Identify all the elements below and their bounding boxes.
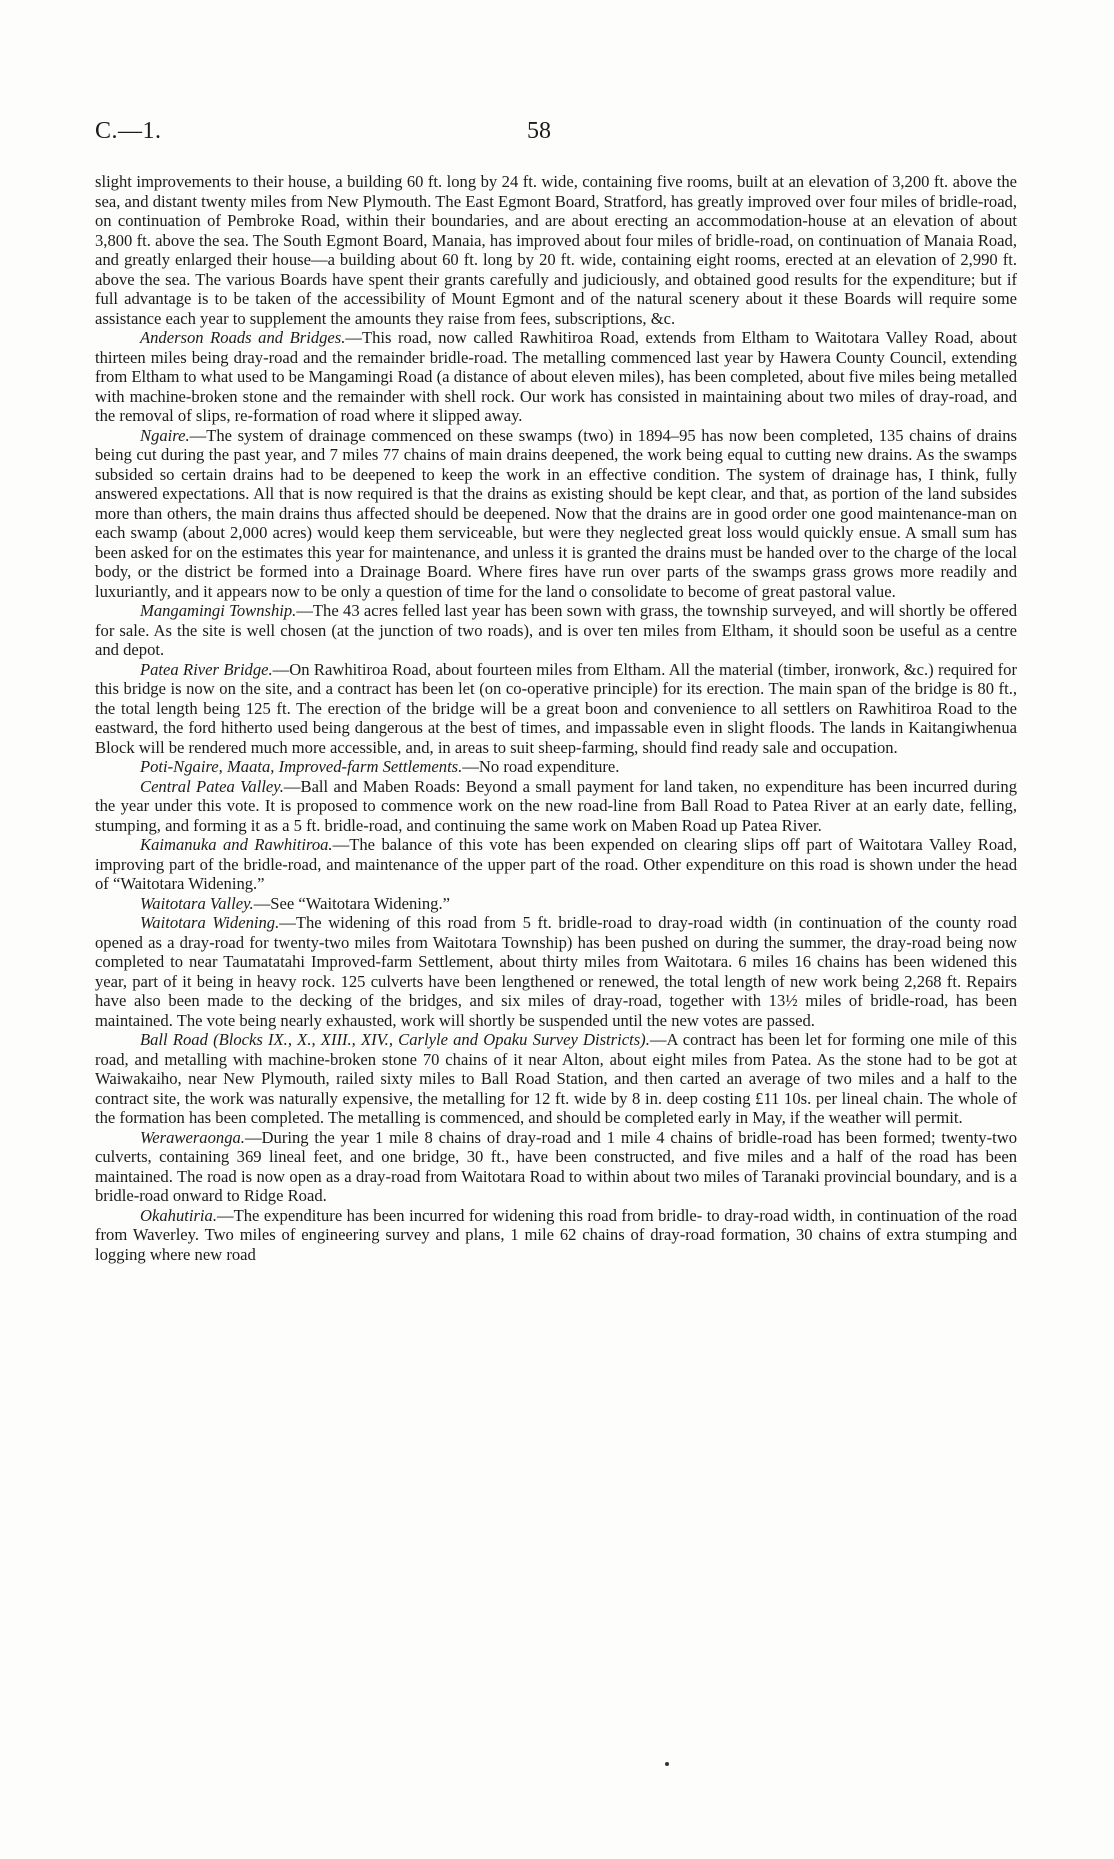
paragraph: Okahutiria.—The expenditure has been incurred for widening this road from bridle- to dray-road width, in continuation of the road from Waverley. Two miles of engineering survey and plans, 1 mile 62 chains of dray-road formation, 30 chains of extra stumping and logging where new road xyxy=(95,1205,1017,1264)
paragraph: slight improvements to their house, a building 60 ft. long by 24 ft. wide, containing five rooms, built at an elevation of 3,200 ft. above the sea, and distant twenty miles from New Plymouth. The East Egmont Board, Stratford, has greatly improved over four miles of bridle-road, on continuation of Pembroke Road, within their boundaries, and are about erecting an accommodation-house at an elevation of about 3,800 ft. above the sea. The South Egmont Board, Manaia, has improved about four miles of bridle-road, on continuation of Manaia Road, and greatly enlarged their house—a building about 60 ft. long by 20 ft. wide, containing eight rooms, erected at an elevation of 2,990 ft. above the sea. The various Boards have spent their grants carefully and judiciously, and obtained good results for the expenditure; but if full advantage is to be taken of the accessibility of Mount Egmont and of the natural scenery about it these Boards will require some assistance each year to supplement the amounts they raise from fees, subscriptions, &c. xyxy=(95,172,1017,328)
paragraph: Weraweraonga.—During the year 1 mile 8 chains of dray-road and 1 mile 4 chains of bridle-road has been formed; twenty-two culverts, containing 369 lineal feet, and one bridge, 30 ft., have been constructed, and five miles and a half of the road has been maintained. The road is now open as a dray-road from Waitotara Road to within about two miles of Taranaki provincial boundary, and is a bridle-road onward to Ridge Road. xyxy=(95,1127,1017,1205)
page-number: 58 xyxy=(527,118,551,144)
paragraph-heading: Okahutiria. xyxy=(140,1205,217,1225)
paragraph-heading: Ngaire. xyxy=(140,425,190,445)
paragraph-heading: Anderson Roads and Bridges. xyxy=(140,328,346,347)
paragraph: Mangamingi Township.—The 43 acres felled last year has been sown with grass, the township surveyed, and will shortly be offered for sale. As the site is well chosen (at the junction of two roads), and is over ten miles from Eltham, it should soon be useful as a centre and depot. xyxy=(95,601,1018,659)
paragraph: Waitotara Widening.—The widening of this road from 5 ft. bridle-road to dray-road width (in continuation of the county road opened as a dray-road for twenty-two miles from Waitotara Township) has been pushed on during the summer, the dray-road being now completed to near Taumatatahi Improved-farm Settlement, about thirty miles from Waitotara. 6 miles 16 chains has been widened this year, part of it being in heavy rock. 125 culverts have been lengthened or renewed, the total length of new work being 2,268 ft. Repairs have also been made to the decking of the bridges, and six miles of dray-road, together with 13½ miles of bridle-road, has been maintained. The vote being nearly exhausted, work will shortly be suspended until the new votes are passed. xyxy=(95,913,1017,1030)
ink-dot xyxy=(665,1762,669,1766)
paragraph: Central Patea Valley.—Ball and Maben Roads: Beyond a small payment for land taken, no expenditure has been incurred during the year under this vote. It is proposed to commence work on the new road-line from Ball Road to Patea River at an early date, felling, stumping, and forming it as a 5 ft. bridle-road, and continuing the same work on Maben Road up Patea River. xyxy=(95,776,1017,835)
paragraph-heading: Central Patea Valley. xyxy=(140,776,284,796)
paragraph-heading: Kaimanuka and Rawhitiroa. xyxy=(140,835,333,854)
paragraph: Kaimanuka and Rawhitiroa.—The balance of this vote has been expended on clearing slips off part of Waitotara Valley Road, improving part of the bridle-road, and maintenance of the upper part of the road. Other expenditure on this road is shown under the head of “Waitotara Widening.” xyxy=(95,835,1017,893)
paragraph: Poti-Ngaire, Maata, Improved-farm Settlements.—No road expenditure. xyxy=(140,757,620,776)
paragraph-heading: Poti-Ngaire, Maata, Improved-farm Settlements. xyxy=(140,757,463,776)
paragraph: Waitotara Valley.—See “Waitotara Widening.” xyxy=(140,893,450,913)
paragraph-heading: Patea River Bridge. xyxy=(140,659,273,679)
paragraph-heading: Ball Road (Blocks IX., X., XIII., XIV., Carlyle and Opaku Survey Districts). xyxy=(140,1030,650,1049)
paragraph: Ngaire.—The system of drainage commenced on these swamps (two) in 1894–95 has now been completed, 135 chains of drains being cut during the past year, and 7 miles 77 chains of main drains deepened, the work being equal to cutting new drains. As the swamps subsided so certain drains had to be deepened to keep the work in an effective condition. The system of drainage has, I think, fully answered expectations. All that is now required is that the drains as existing should be kept clear, and that, as portion of the land subsides more than others, the main drains thus affected should be deepened. Now that the drains are in good order one good maintenance-man on each swamp (about 2,000 acres) would keep them serviceable, but were they neglected great loss would quickly ensue. A small sum has been asked for on the estimates this year for maintenance, and unless it is granted the drains must be handed over to the charge of the local body, or the district be formed into a Drainage Board. Where fires have run over parts of the swamps grass grows more readily and luxuriantly, and it appears now to be only a question of time for the land o consolidate to become of great pastoral value. xyxy=(95,425,1017,601)
paragraph: Ball Road (Blocks IX., X., XIII., XIV., Carlyle and Opaku Survey Districts).—A contract has been let for forming one mile of this road, and metalling with machine-broken stone 70 chains of it near Alton, about eight miles from Patea. As the stone had to be got at Waiwakaiho, near New Plymouth, railed sixty miles to Ball Road Station, and then carted an average of two miles and a half to the contract site, the work was naturally expensive, the metalling for 12 ft. wide by 8 in. deep costing £11 10s. per lineal chain. The whole of the formation has been completed. The metalling is commenced, and should be completed early in May, if the weather will permit. xyxy=(95,1030,1017,1127)
paragraph: Patea River Bridge.—On Rawhitiroa Road, about fourteen miles from Eltham. All the material (timber, ironwork, &c.) required for this bridge is now on the site, and a contract has been let (on co-operative principle) for its erection. The main span of the bridge is 80 ft., the total length being 125 ft. The erection of the bridge will be a great boon and convenience to all settlers on Rawhitiroa Road to the eastward, the ford hitherto used being dangerous at the best of times, and impassable even in slight floods. The lands in Kaitangiwhenua Block will be rendered much more accessible, and, in areas to suit sheep-farming, should find ready sale and occupation. xyxy=(95,659,1018,757)
body-text xyxy=(95,172,1017,1264)
paragraph: Anderson Roads and Bridges.—This road, now called Rawhitiroa Road, extends from Eltham to Waitotara Valley Road, about thirteen miles being dray-road and the remainder bridle-road. The metalling commenced last year by Hawera County Council, extending from Eltham to what used to be Mangamingi Road (a distance of about eleven miles), has been completed, about five miles being metalled with machine-broken stone and the remainder with shell rock. Our work has consisted in maintaining about two miles of dray-road, and the removal of slips, re-formation of road where it slipped away. xyxy=(95,328,1017,425)
paragraph-heading: Weraweraonga. xyxy=(140,1127,245,1147)
paragraph-heading: Waitotara Valley. xyxy=(140,893,254,913)
paragraph-heading: Waitotara Widening. xyxy=(140,913,280,932)
series-label: C.—1. xyxy=(95,118,162,144)
paragraph-heading: Mangamingi Township. xyxy=(140,601,297,620)
